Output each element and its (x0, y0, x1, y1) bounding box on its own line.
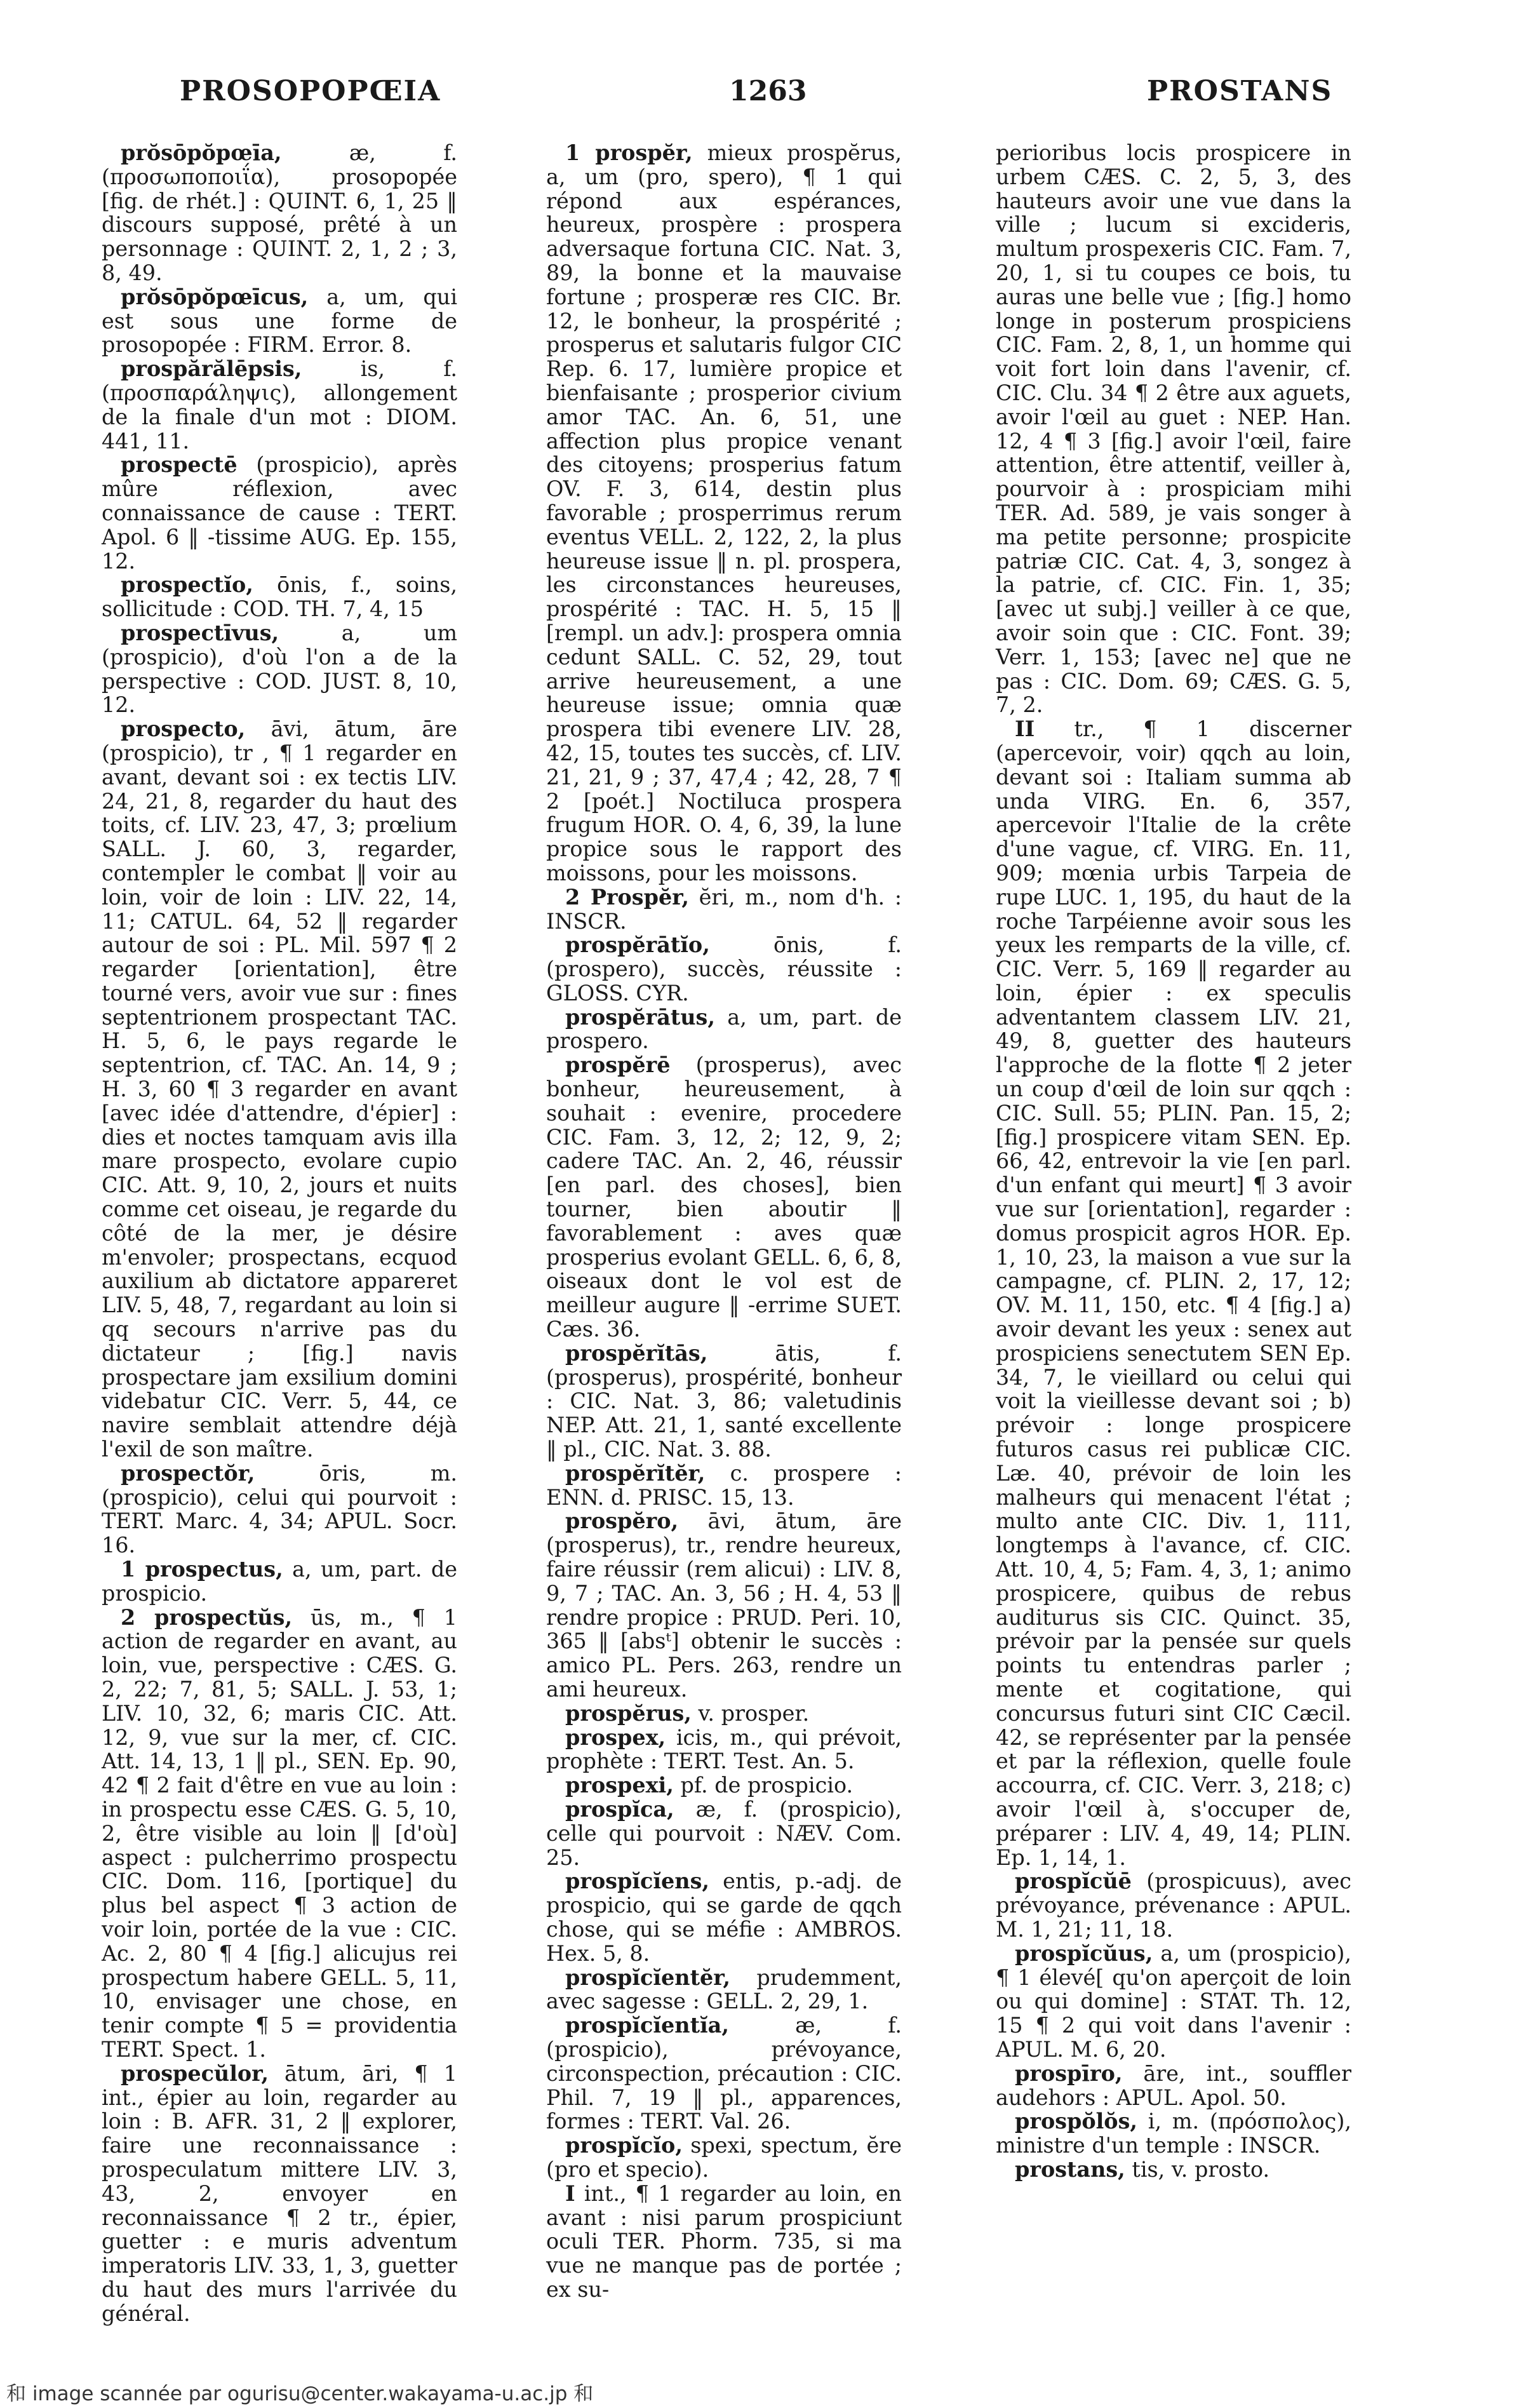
dictionary-entry (102, 141, 457, 285)
entry-definition: ūs, m., ¶ 1 action de regarder en avant, au loin, vue, perspective : CÆS. G. 2, 22; 7, 81, 5; SALL. J. 53, 1; LIV. 10, 32, 6; maris CIC. Att. 12, 9, vue sur la mer, cf. CIC. Att. 14, 13, 1 ‖ pl., SEN. Ep. 90, 42 ¶ 2 fait d'être en vue au loin : in prospectu esse CÆS. G. 5, 10, 2, être visible au loin ‖ [d'où] aspect : pulcherrimo prospectu CIC. Dom. 116, [portique] du plus bel aspect ¶ 3 action de voir loin, portée de la vue : CIC. Ac. 2, 80 ¶ 4 [fig.] alicujus rei prospectum habere GELL. 5, 11, 10, envisager une chose, en tenir compte ¶ 5 = providentia TERT. Spect. 1. (102, 1604, 457, 2062)
entry-headword: 2 Prospĕr, (565, 884, 689, 910)
dictionary-entry (102, 2062, 457, 2326)
entry-definition: is, f. (προσπαράληψις), allongement de la finale d'un mot : DIOM. 441, 11. (102, 356, 457, 454)
entry-headword: prospĕrĭtās, (565, 1340, 708, 1366)
running-head-left: PROSOPOPŒIA (180, 75, 441, 107)
entry-definition: pf. de prospicio. (680, 1773, 854, 1798)
entry-definition: c. prospere : ENN. d. PRISC. 15, 13. (546, 1460, 902, 1510)
entry-definition: entis, p.-adj. de prospicio, qui se garde de qqch chose, qui se méfie : AMBROS. Hex. 5, 8. (546, 1869, 902, 1966)
dictionary-entry (102, 357, 457, 453)
dictionary-entry (546, 1702, 902, 1726)
dictionary-entry (102, 1606, 457, 2062)
entry-definition: a, um, qui est sous une forme de prosopopée : FIRM. Error. 8. (102, 284, 457, 358)
entry-headword: prospĕro, (565, 1509, 679, 1534)
entry-definition: ĕri, m., nom d'h. : INSCR. (546, 884, 902, 934)
entry-definition: spexi, spectum, ĕre (pro et specio). (546, 2133, 902, 2182)
dictionary-entry (102, 1462, 457, 1557)
entry-definition: ōnis, f. (prospero), succès, réussite : GLOSS. CYR. (546, 932, 902, 1005)
dictionary-entry (546, 1726, 902, 1774)
entry-headword: prŏsōpŏpœīa, (121, 140, 282, 165)
entry-definition: a, um, part. de prospero. (546, 1004, 902, 1054)
entry-definition: mieux prospĕrus, a, um (pro, spero), ¶ 1 qui répond aux espérances, heureux, prospère : prospera adversaque fortuna CIC. Nat. 3, 89, la bonne et la mauvaise fortune ; prosperæ res CIC. Br. 12, le bonheur, la prospérité ; prosperus et salutaris fulgor CIC Rep. 6. 17, lumière propice et bienfaisante ; prosperior civium amor TAC. An. 6, 51, une affection plus propice venant des citoyens; prosperius fatum OV. F. 3, 614, destin plus favorable ; prosperrimus rerum eventus VELL. 2, 122, 2, la plus heureuse issue ‖ n. pl. prospera, les circonstances heureuses, prospérité : TAC. H. 5, 15 ‖ [rempl. un adv.]: prospera omnia cedunt SALL. C. 52, 29, tout arrive heureusement, a une heureuse issue; omnia quæ prospera tibi evenere LIV. 28, 42, 15, toutes tes succès, cf. LIV. 21, 21, 9 ; 37, 47,4 ; 42, 28, 7 ¶ 2 [poét.] Noctiluca prospera frugum HOR. O. 4, 6, 39, la lune propice sous le rapport des moissons, pour les moissons. (546, 140, 902, 885)
entry-headword: prŏsōpŏpœīcus, (121, 284, 309, 309)
entry-definition: ōris, m. (prospicio), celui qui pourvoit : TERT. Marc. 4, 34; APUL. Socr. 16. (102, 1460, 457, 1558)
scan-credit: 和 image scannée par ogurisu@center.wakayama-u.ac.jp 和 (6, 2382, 594, 2405)
page-header (0, 75, 1540, 126)
dictionary-entry (546, 1053, 902, 1341)
dictionary-entry (546, 1966, 902, 2014)
entry-headword: prospexi, (565, 1773, 674, 1798)
entry-definition: ātis, f. (prosperus), prospérité, bonheur : CIC. Nat. 3, 86; valetudinis NEP. Att. 21, 1, santé excellente ‖ pl., CIC. Nat. 3. 88. (546, 1340, 902, 1462)
entry-headword: 1 prospectus, (121, 1557, 283, 1582)
entry-definition: tr., ¶ 1 discerner (apercevoir, voir) qqch au loin, devant soi : Italiam summa ab unda VIRG. En. 6, 357, apercevoir l'Italie de la crête d'une vague, cf. VIRG. En. 11, 909; mœnia urbis Tarpeia de rupe LUC. 1, 195, du haut de la roche Tarpéienne avoir sous les yeux les remparts de la ville, cf. CIC. Verr. 5, 169 ‖ regarder au loin, épier : ex speculis adventantem classem LIV. 21, 49, 8, guetter des hauteurs l'approche de la flotte ¶ 2 jeter un coup d'œil de loin sur qqch : CIC. Sull. 55; PLIN. Pan. 15, 2; [fig.] prospicere vitam SEN. Ep. 66, 42, entrevoir la vie [en parl. d'un enfant qui meurt] ¶ 3 avoir vue sur [orientation], regarder : domus prospicit agros HOR. Ep. 1, 10, 23, la maison a vue sur la campagne, cf. PLIN. 2, 17, 12; OV. M. 11, 150, etc. ¶ 4 [fig.] a) avoir devant les yeux : senex aut prospiciens senectutem SEN Ep. 34, 7, le vieillard ou celui qui voit la vieillesse devant soi ; b) prévoir : longe prospicere futuros casus rei publicæ CIC. Læ. 40, prévoir de loin les malheurs qui menacent l'état ; multo ante CIC. Div. 1, 111, longtemps à l'avance, cf. CIC. Att. 10, 4, 5; Fam. 4, 3, 1; animo prospicere, quibus de rebus auditurus sis CIC. Quinct. 35, prévoir par la pensée sur quels points tu entendras parler ; mente et cogitatione, qui concursus futuri sint CIC Cæcil. 42, se représenter par la pensée et par la réflexion, quelle foule accourra, cf. CIC. Verr. 3, 218; c) avoir l'œil à, s'occuper de, préparer : LIV. 4, 49, 14; PLIN. Ep. 1, 14, 1. (996, 716, 1351, 1870)
entry-headword: 1 prospĕr, (565, 140, 693, 165)
dictionary-entry (102, 285, 457, 357)
entry-definition: (prosperus), avec bonheur, heureusement, à souhait : evenire, procedere CIC. Fam. 3, 12, 2; 12, 9, 2; cadere TAC. An. 2, 46, réussir [en parl. des choses], bien tourner, bien aboutir ‖ favorablement : aves quæ prosperius evolant GELL. 6, 6, 8, oiseaux dont le vol est de meilleur augure ‖ -errime SUET. Cæs. 36. (546, 1052, 902, 1342)
entry-definition: icis, m., qui prévoit, prophète : TERT. Test. An. 5. (546, 1724, 902, 1774)
dictionary-entry (102, 621, 457, 717)
entry-definition: i, m. (πρόσπολος), ministre d'un temple : INSCR. (996, 2109, 1351, 2158)
entry-headword: prospĕrē (565, 1052, 671, 1078)
dictionary-entry (102, 1557, 457, 1606)
entry-headword: prospĭcŭus, (1015, 1940, 1153, 1966)
dictionary-entry (996, 717, 1351, 1869)
dictionary-entry (996, 1869, 1351, 1941)
entry-definition: perioribus locis prospicere in urbem CÆS. C. 2, 5, 3, des hauteurs avoir une vue dans la ville ; lucum si excideris, multum prospexeris CIC. Fam. 7, 20, 1, si tu coupes ce bois, tu auras une belle vue ; [fig.] homo longe in posterum prospiciens CIC. Fam. 2, 8, 1, un homme qui voit fort loin dans l'avenir, cf. CIC. Clu. 34 ¶ 2 être aux aguets, avoir l'œil au guet : NEP. Han. 12, 4 ¶ 3 [fig.] avoir l'œil, faire attention, être attentif, veiller à, pourvoir à : prospiciam mihi TER. Ad. 589, je vais songer à ma petite personne; prospicite patriæ CIC. Cat. 4, 3, songez à la patrie, cf. CIC. Fin. 1, 35; [avec ut subj.] veiller à ce que, avoir soin que : CIC. Font. 39; Verr. 1, 153; [avec ne] que ne pas : CIC. Dom. 69; CÆS. G. 5, 7, 2. (996, 140, 1351, 718)
dictionary-entry (102, 717, 457, 1462)
entry-definition: int., ¶ 1 regarder au loin, en avant : nisi parum prospiciunt oculi TER. Phorm. 735, si ma vue ne manque pas de portée ; ex su- (546, 2181, 902, 2302)
entry-headword: prospĭcĭo, (565, 2133, 683, 2158)
entry-headword: prospectē (121, 452, 238, 478)
dictionary-entry (102, 573, 457, 621)
entry-definition: æ, f. (προσωποποιΐα), prosopopée [fig. de rhét.] : QUINT. 6, 1, 25 ‖ discours supposé, prêté à un personnage : QUINT. 2, 1, 2 ; 3, 8, 49. (102, 140, 457, 285)
entry-headword: prospĭcĭentĕr, (565, 1965, 731, 1990)
entry-definition: a, um, part. de prospicio. (102, 1557, 457, 1606)
dictionary-entry (546, 1869, 902, 1965)
entry-headword: prospĕrus, (565, 1700, 692, 1726)
entry-headword: prospĕrātus, (565, 1004, 715, 1030)
entry-headword: prospĭcĭens, (565, 1869, 710, 1894)
entry-definition: a, um (prospicio), d'où l'on a de la perspective : COD. JUST. 8, 10, 12. (102, 620, 457, 718)
dictionary-entry (546, 141, 902, 885)
dictionary-entry (996, 1942, 1351, 2062)
column-3 (996, 141, 1351, 2182)
entry-definition: āre, int., souffler audehors : APUL. Apol. 50. (996, 2060, 1351, 2110)
entry-headword: prospecto, (121, 716, 246, 742)
entry-definition: prudemment, avec sagesse : GELL. 2, 29, 1. (546, 1965, 902, 2014)
dictionary-entry (996, 141, 1351, 717)
entry-headword: I (565, 2181, 575, 2206)
column-1 (102, 141, 457, 2326)
entry-headword: prospectīvus, (121, 620, 279, 645)
entry-definition: æ, f. (prospicio), celle qui pourvoit : NÆV. Com. 25. (546, 1796, 902, 1870)
entry-definition: ōnis, f., soins, sollicitude : COD. TH. 7, 4, 15 (102, 572, 457, 622)
entry-headword: prospectŏr, (121, 1460, 255, 1486)
dictionary-entry (546, 1462, 902, 1510)
column-2 (546, 141, 902, 2302)
dictionary-entry (996, 2158, 1351, 2182)
dictionary-entry (996, 2109, 1351, 2158)
dictionary-entry (546, 1341, 902, 1462)
entry-definition: tis, v. prosto. (1132, 2156, 1270, 2182)
dictionary-entry (546, 1005, 902, 1054)
dictionary-entry (546, 1798, 902, 1869)
entry-definition: ātum, āri, ¶ 1 int., épier au loin, regarder au loin : B. AFR. 31, 2 ‖ explorer, faire une reconnaissance : prospeculatum mittere LIV. 3, 43, 2, envoyer en reconnaissance ¶ 2 tr., épier, guetter : e muris adventum imperatoris LIV. 33, 1, 3, guetter du haut des murs l'arrivée du général. (102, 2060, 457, 2326)
running-head-right: PROSTANS (1147, 75, 1333, 107)
entry-headword: prospĭcĭentĭa, (565, 2013, 729, 2038)
entry-headword: prospīro, (1015, 2060, 1123, 2086)
entry-definition: a, um (prospicio), ¶ 1 élevé[ qu'on aperçoit de loin ou qui domine] : STAT. Th. 12, 15 ¶ 2 qui voit dans l'avenir : APUL. M. 6, 20. (996, 1940, 1351, 2062)
dictionary-entry (546, 1773, 902, 1798)
entry-headword: prospĕrĭtĕr, (565, 1460, 706, 1486)
entry-definition: āvi, ātum, āre (prospicio), tr , ¶ 1 regarder en avant, devant soi : ex tectis LIV. 24, 21, 8, regarder du haut des toits, cf. LIV. 23, 47, 3; prœlium SALL. J. 60, 3, regarder, contempler le combat ‖ voir au loin, voir de loin : LIV. 22, 14, 11; CATUL. 64, 52 ‖ regarder autour de soi : PL. Mil. 597 ¶ 2 regarder [orientation], être tourné vers, avoir vue sur : fines septentrionem prospectant TAC. H. 5, 6, le pays regarde le septentrion, cf. TAC. An. 14, 9 ; H. 3, 60 ¶ 3 regarder en avant [avec idée d'attendre, d'épier] : dies et noctes tamquam avis illa mare prospecto, evolare cupio CIC. Att. 9, 10, 2, jours et nuits comme cet oiseau, je regarde du côté de la mer, je désire m'envoler; prospectans, ecquod auxilium ab dictatore appareret LIV. 5, 48, 7, regardant au loin si qq secours n'arrive pas du dictateur ; [fig.] navis prospectare jam exsilium domini videbatur CIC. Verr. 5, 44, ce navire semblait attendre déjà l'exil de son maître. (102, 716, 457, 1462)
entry-headword: 2 prospectŭs, (121, 1604, 293, 1630)
dictionary-entry (546, 2182, 902, 2302)
entry-headword: prospĕrātĭo, (565, 932, 710, 958)
page-number: 1263 (729, 75, 807, 107)
dictionary-entry (996, 2062, 1351, 2110)
entry-definition: āvi, ātum, āre (prosperus), tr., rendre heureux, faire réussir (rem alicui) : LIV. 8, 9, 7 ; TAC. An. 3, 56 ; H. 4, 53 ‖ rendre propice : PRUD. Peri. 10, 365 ‖ [absᵗ] obtenir le succès : amico PL. Pers. 263, rendre un ami heureux. (546, 1509, 902, 1702)
entry-headword: prospărălēpsis, (121, 356, 302, 382)
entry-headword: prospŏlŏs, (1015, 2109, 1138, 2134)
dictionary-entry (546, 933, 902, 1005)
entry-definition: (prospicio), après mûre réflexion, avec connaissance de cause : TERT. Apol. 6 ‖ -tissime AUG. Ep. 155, 12. (102, 452, 457, 574)
entry-headword: prostans, (1015, 2156, 1125, 2182)
dictionary-entry (102, 453, 457, 573)
entry-headword: prospĭca, (565, 1796, 674, 1822)
dictionary-entry (546, 2013, 902, 2134)
entry-definition: v. prosper. (698, 1700, 810, 1726)
entry-headword: II (1015, 716, 1035, 742)
dictionary-entry (546, 1509, 902, 1701)
entry-headword: prospĭcŭē (1015, 1869, 1132, 1894)
entry-headword: prospecŭlor, (121, 2060, 269, 2086)
entry-headword: prospectĭo, (121, 572, 253, 598)
entry-definition: (prospicuus), avec prévoyance, prévenance : APUL. M. 1, 21; 11, 18. (996, 1869, 1351, 1942)
entry-definition: æ, f. (prospicio), prévoyance, circonspection, précaution : CIC. Phil. 7, 19 ‖ pl., apparences, formes : TERT. Val. 26. (546, 2013, 902, 2134)
dictionary-entry (546, 2134, 902, 2182)
dictionary-entry (546, 885, 902, 934)
entry-headword: prospex, (565, 1724, 666, 1750)
